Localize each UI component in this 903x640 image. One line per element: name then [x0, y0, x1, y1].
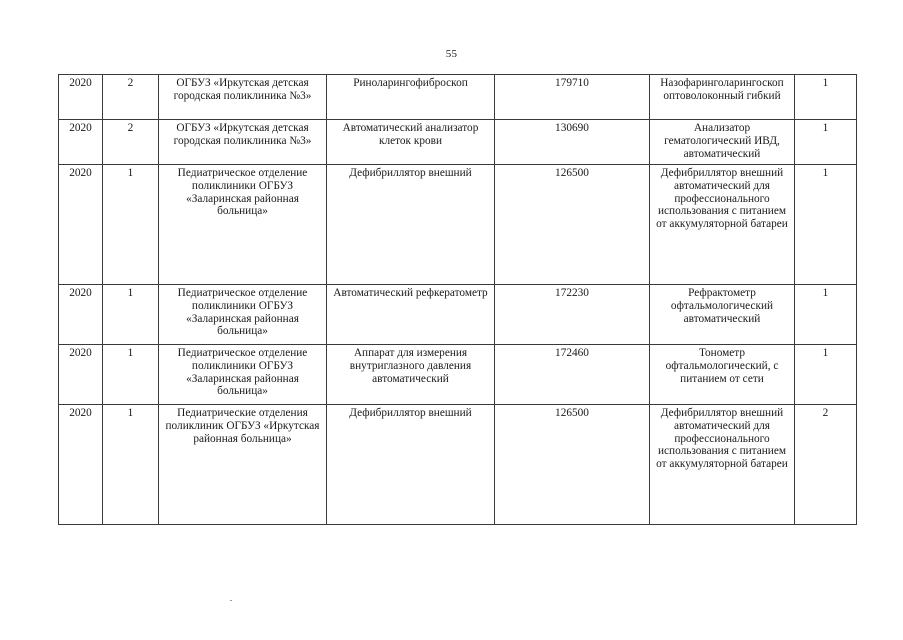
table-row — [59, 345, 857, 405]
equipment-cell: Дефибриллятор внешний — [327, 405, 495, 525]
code-cell: 172230 — [495, 285, 650, 345]
page-number: 55 — [445, 48, 458, 60]
year-cell: 2020 — [59, 120, 103, 165]
table-row — [59, 405, 857, 525]
table-row — [59, 165, 857, 285]
classification-cell: Рефрактометр офтальмологический автоматический — [650, 285, 795, 345]
equipment-table — [58, 74, 857, 525]
quantity-cell: 1 — [795, 165, 857, 285]
equipment-cell: Автоматический анализатор клеток крови — [327, 120, 495, 165]
number-cell: 1 — [103, 345, 159, 405]
quantity-cell: 1 — [795, 120, 857, 165]
year-cell: 2020 — [59, 165, 103, 285]
classification-cell: Тонометр офтальмологический, с питанием от сети — [650, 345, 795, 405]
organization-cell: Педиатрические отделения поликлиник ОГБУЗ «Иркутская районная больница» — [159, 405, 327, 525]
organization-cell: ОГБУЗ «Иркутская детская городская поликлиника №3» — [159, 120, 327, 165]
table-row — [59, 75, 857, 120]
code-cell: 130690 — [495, 120, 650, 165]
number-cell: 1 — [103, 165, 159, 285]
number-cell: 2 — [103, 75, 159, 120]
organization-cell: ОГБУЗ «Иркутская детская городская поликлиника №3» — [159, 75, 327, 120]
year-cell: 2020 — [59, 405, 103, 525]
equipment-cell: Автоматический рефкератометр — [327, 285, 495, 345]
quantity-cell: 1 — [795, 285, 857, 345]
organization-cell: Педиатрическое отделение поликлиники ОГБУЗ «Заларинская районная больница» — [159, 345, 327, 405]
quantity-cell: 1 — [795, 345, 857, 405]
code-cell: 179710 — [495, 75, 650, 120]
quantity-cell: 2 — [795, 405, 857, 525]
classification-cell: Анализатор гематологический ИВД, автоматический — [650, 120, 795, 165]
classification-cell: Дефибриллятор внешний автоматический для профессионального использования с питанием от аккумуляторной батареи — [650, 165, 795, 285]
quantity-cell: 1 — [795, 75, 857, 120]
organization-cell: Педиатрическое отделение поликлиники ОГБУЗ «Заларинская районная больница» — [159, 285, 327, 345]
code-cell: 172460 — [495, 345, 650, 405]
number-cell: 1 — [103, 285, 159, 345]
equipment-cell: Риноларингофиброскоп — [327, 75, 495, 120]
code-cell: 126500 — [495, 405, 650, 525]
equipment-cell: Аппарат для измерения внутриглазного давления автоматический — [327, 345, 495, 405]
table-row — [59, 120, 857, 165]
equipment-cell: Дефибриллятор внешний — [327, 165, 495, 285]
classification-cell: Назофаринголарингоскоп оптоволоконный гибкий — [650, 75, 795, 120]
year-cell: 2020 — [59, 345, 103, 405]
number-cell: 2 — [103, 120, 159, 165]
number-cell: 1 — [103, 405, 159, 525]
year-cell: 2020 — [59, 285, 103, 345]
year-cell: 2020 — [59, 75, 103, 120]
classification-cell: Дефибриллятор внешний автоматический для профессионального использования с питанием от аккумуляторной батареи — [650, 405, 795, 525]
table-row — [59, 285, 857, 345]
code-cell: 126500 — [495, 165, 650, 285]
organization-cell: Педиатрическое отделение поликлиники ОГБУЗ «Заларинская районная больница» — [159, 165, 327, 285]
scan-artifact — [230, 600, 232, 601]
